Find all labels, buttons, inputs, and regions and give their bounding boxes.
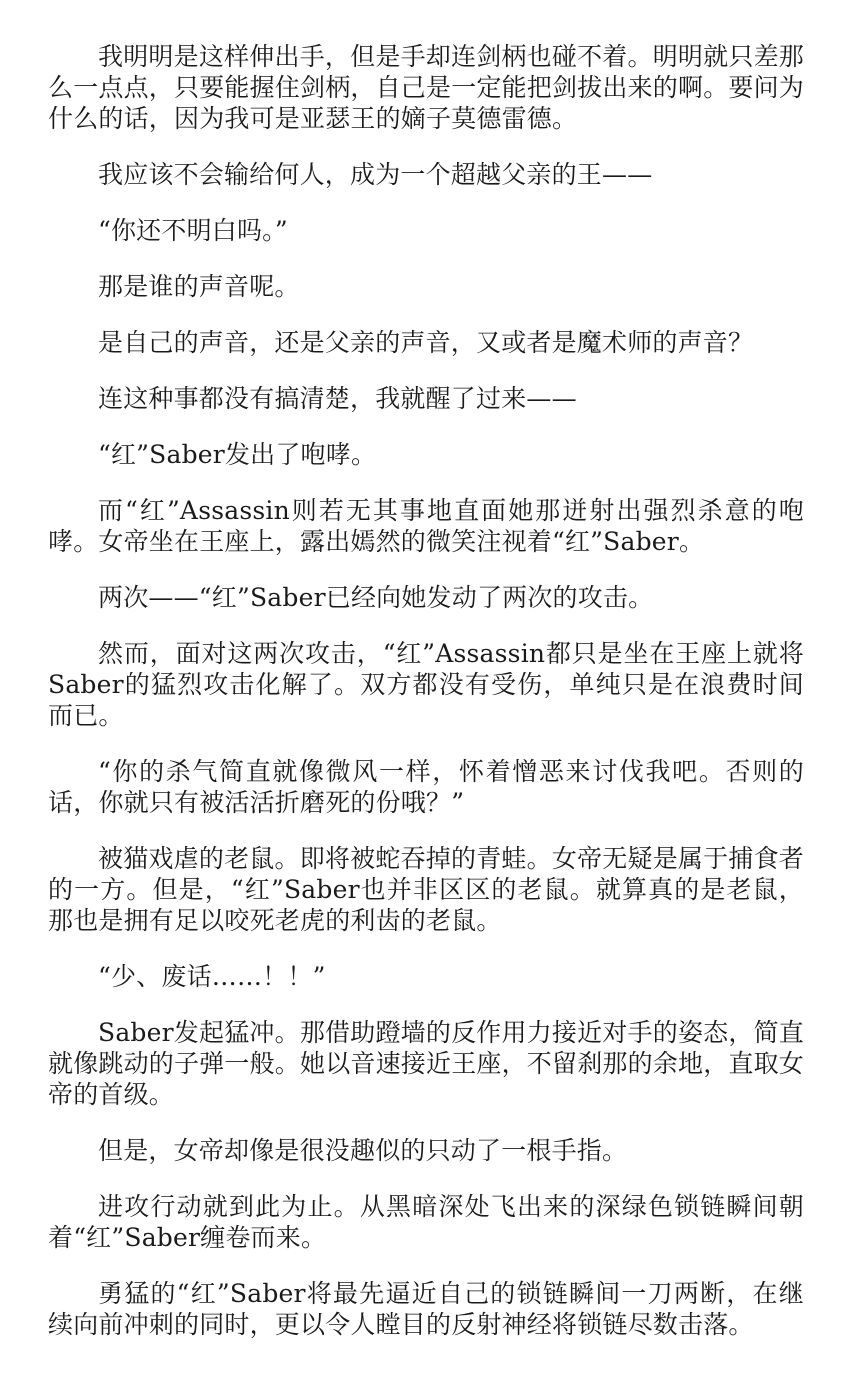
paragraph: 然而，面对这两次攻击，“红”Assassin都只是坐在王座上就将Saber的猛烈攻击化解了。双方都没有受伤，单纯只是在浪费时间而已。 bbox=[48, 639, 804, 730]
paragraph: 那是谁的声音呢。 bbox=[98, 272, 300, 301]
paragraph: “你的杀气简直就像微风一样，怀着憎恶来讨伐我吧。否则的话，你就只有被活活折磨死的份哦？” bbox=[48, 757, 804, 817]
paragraph: 连这种事都没有搞清楚，我就醒了过来—— bbox=[98, 384, 577, 413]
paragraph: 是自己的声音，还是父亲的声音，又或者是魔术师的声音？ bbox=[98, 328, 754, 357]
paragraph: “你还不明白吗。” bbox=[98, 216, 288, 245]
paragraph: 我明明是这样伸出手，但是手却连剑柄也碰不着。明明就只差那么一点点，只要能握住剑柄，自己是一定能把剑拔出来的啊。要问为什么的话，因为我可是亚瑟王的嫡子莫德雷德。 bbox=[48, 42, 805, 133]
paragraph: 两次——“红”Saber已经向她发动了两次的攻击。 bbox=[98, 583, 654, 612]
document-body bbox=[48, 41, 804, 1365]
paragraph: 而“红”Assassin则若无其事地直面她那迸射出强烈杀意的咆哮。女帝坐在王座上，露出嫣然的微笑注视着“红”Saber。 bbox=[48, 496, 804, 556]
paragraph: 勇猛的“红”Saber将最先逼近自己的锁链瞬间一刀两断，在继续向前冲刺的同时，更以令人瞠目的反射神经将锁链尽数击落。 bbox=[48, 1279, 804, 1339]
paragraph: 但是，女帝却像是很没趣似的只动了一根手指。 bbox=[98, 1136, 628, 1165]
paragraph: Saber发起猛冲。那借助蹬墙的反作用力接近对手的姿态，简直就像跳动的子弹一般。她以音速接近王座，不留刹那的余地，直取女帝的首级。 bbox=[48, 1018, 805, 1109]
paragraph: “红”Saber发出了咆哮。 bbox=[98, 440, 377, 469]
paragraph: “少、废话……！！” bbox=[98, 962, 326, 991]
paragraph: 我应该不会输给何人，成为一个超越父亲的王—— bbox=[98, 160, 653, 189]
paragraph: 被猫戏虐的老鼠。即将被蛇吞掉的青蛙。女帝无疑是属于捕食者的一方。但是，“红”Saber也并非区区的老鼠。就算真的是老鼠，那也是拥有足以咬死老虎的利齿的老鼠。 bbox=[48, 844, 804, 935]
paragraph: 进攻行动就到此为止。从黑暗深处飞出来的深绿色锁链瞬间朝着“红”Saber缠卷而来。 bbox=[48, 1192, 804, 1252]
